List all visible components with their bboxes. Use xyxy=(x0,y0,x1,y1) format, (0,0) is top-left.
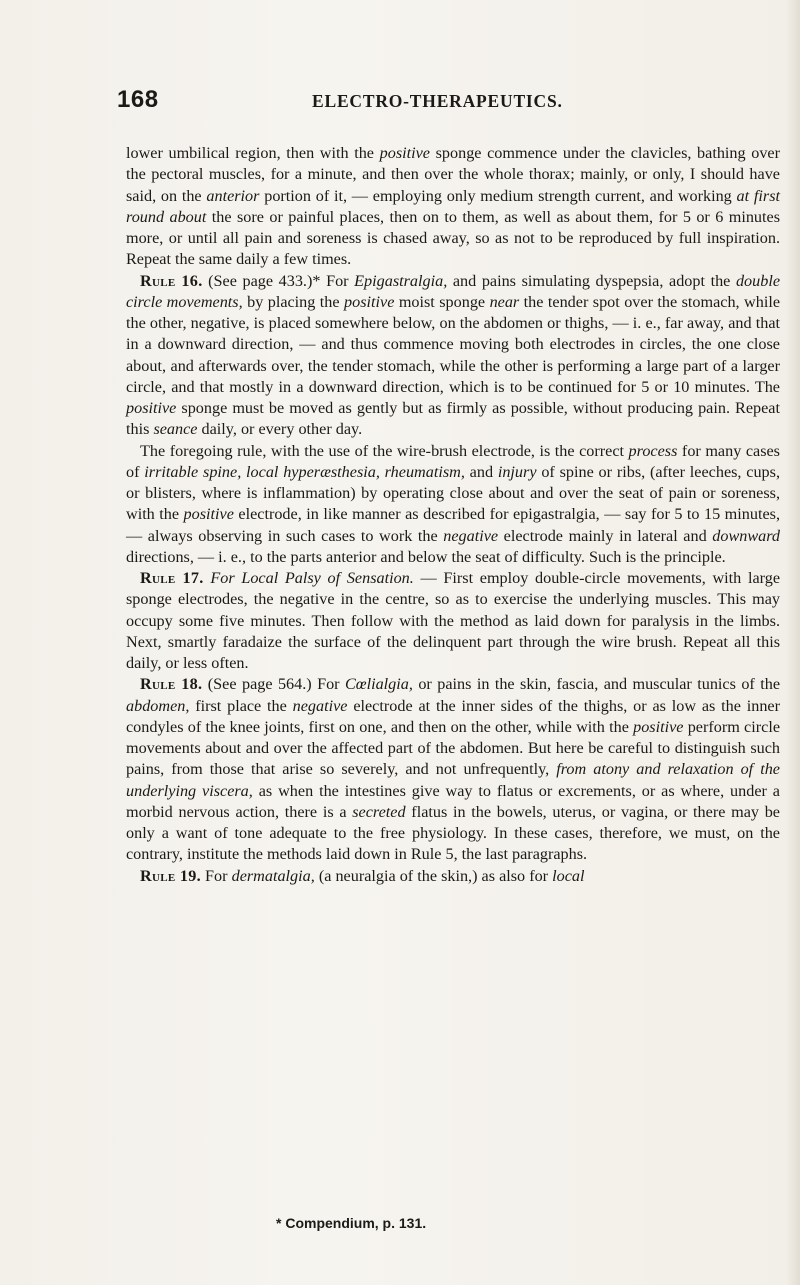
rule-label: Rule 17. xyxy=(140,569,204,587)
paragraph-foregoing-rule: The foregoing rule, with the use of the wire-brush electrode, is the correct process for many cases of irritable spine, local hyperæsthesia, rheumatism, and injury of spine or ribs, (after leeches, cups, or blisters, where is inflammation) by operating close about and over the seat of pain or soreness, with the positive electrode, in like manner as described for epigastralgia, — say for 5 to 15 minutes, — always observing in such cases to work the negative electrode mainly in lateral and downward directions, — i. e., to the parts anterior and below the seat of difficulty. Such is the principle. xyxy=(126,441,781,566)
running-head: ELECTRO-THERAPEUTICS. xyxy=(312,91,563,111)
rule-label: Rule 19. xyxy=(140,866,201,885)
footnote: * Compendium, p. 131. xyxy=(276,1215,427,1231)
page-header xyxy=(117,86,777,120)
page-number: 168 xyxy=(117,86,159,113)
paragraph-rule-16: Rule 16. (See page 433.)* For Epigastralgia, and pains simulating dyspepsia, adopt the double circle movements, by placing the positive moist sponge near the tender spot over the stomach, while the other, negative, is placed somewhere below, on the abdomen or thighs, — i. e., far away, and that in a downward direction, — and thus commence moving both electrodes in circles, the one close about, and afterwards over, the tender stomach, while the other is performing a large part of a larger circle, and that mostly in a downward direction, which is to be continued for 5 or 10 minutes. The positive sponge must be moved as gently but as firmly as possible, without producing pain. Repeat this seance daily, or every other day. xyxy=(126,271,781,439)
paragraph-rule-19: Rule 19. For dermatalgia, (a neuralgia of the skin,) as also for local xyxy=(140,866,585,885)
paragraph-continuation: lower umbilical region, then with the positive sponge commence under the clavicles, bathing over the pectoral muscles, for a minute, and then over the whole thorax; mainly, or only, I should have said, on the anterior portion of it, — employing only medium strength current, and working at first round about the sore or painful places, then on to them, as well as about them, for 5 or 6 minutes more, or until all pain and soreness is chased away, so as not to be reproduced by full inspiration. Repeat the same daily a few times. xyxy=(126,144,781,269)
page-edge-shadow xyxy=(786,0,800,1285)
paragraph-rule-17: Rule 17. For Local Palsy of Sensation. — First employ double-circle movements, with large sponge electrodes, the negative in the centre, so as to exercise the underlying muscles. This may occupy some five minutes. Then follow with the method as laid down for paralysis in the limbs. Next, smartly faradaize the surface of the delinquent part through the wire brush. Repeat all this daily, or less often. xyxy=(126,569,781,672)
paragraph-rule-18: Rule 18. (See page 564.) For Cœlialgia, or pains in the skin, fascia, and muscular tunics of the abdomen, first place the negative electrode at the inner sides of the thighs, or as low as the inner condyles of the knee joints, first on one, and then on the other, while with the positive perform circle movements about and over the affected part of the abdomen. But here be careful to distinguish such pains, from those that arise so severely, and not unfrequently, from atony and relaxation of the underlying viscera, as when the intestines give way to flatus or excrements, or as where, under a morbid nervous action, there is a secreted flatus in the bowels, uterus, or vagina, or there may be only a want of tone adequate to the free physiology. In these cases, therefore, we must, on the contrary, institute the methods laid down in Rule 5, the last paragraphs. xyxy=(126,675,781,864)
rule-label: Rule 16. xyxy=(140,271,203,290)
page-body xyxy=(126,143,780,887)
rule-label: Rule 18. xyxy=(140,675,203,694)
